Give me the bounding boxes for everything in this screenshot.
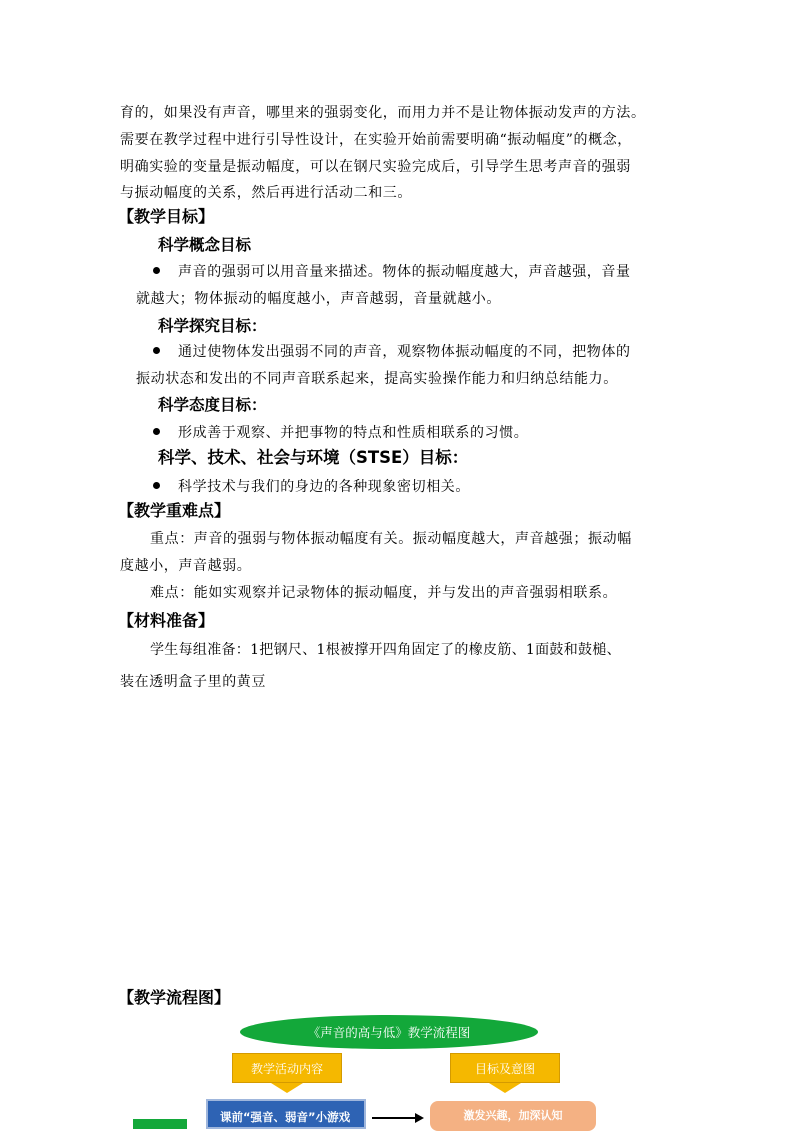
key-point-line-1: 重点：声音的强弱与物体振动幅度有关。振动幅度越大，声音越强；振动幅 <box>150 531 632 547</box>
intro-line-4: 与振动幅度的关系，然后再进行活动二和三。 <box>120 185 412 201</box>
attitude-goal-line-1: 形成善于观察、并把事物的特点和性质相联系的习惯。 <box>178 425 529 441</box>
intro-line-3: 明确实验的变量是振动幅度，可以在钢尺实验完成后，引导学生思考声音的强弱 <box>120 159 631 175</box>
materials-line-2: 装在透明盒子里的黄豆 <box>120 674 266 690</box>
right-column-header <box>450 1053 560 1095</box>
flowchart-heading: 【教学流程图】 <box>118 988 231 1007</box>
left-header-label: 教学活动内容 <box>232 1053 342 1083</box>
intro-line-1: 育的，如果没有声音，哪里来的强弱变化，而用力并不是让物体振动发声的方法。 <box>120 105 646 121</box>
attitude-goal-title: 科学态度目标： <box>158 396 267 414</box>
bullet-icon <box>153 482 160 489</box>
materials-line-1: 学生每组准备：1把钢尺、1根被撑开四角固定了的橡皮筋、1面鼓和鼓槌、 <box>150 642 621 658</box>
difficult-point-line: 难点：能如实观察并记录物体的振动幅度，并与发出的声音强弱相联系。 <box>150 585 618 601</box>
key-point-line-2: 度越小，声音越弱。 <box>120 558 252 574</box>
activity-step-1: 课前“强音、弱音”小游戏 <box>206 1099 366 1129</box>
intro-line-2: 需要在教学过程中进行引导性设计，在实验开始前需要明确“振动幅度”的概念， <box>120 132 632 148</box>
concept-goal-line-2: 就越大；物体振动的幅度越小，声音越弱，音量就越小。 <box>136 291 501 307</box>
down-arrow-icon <box>271 1083 303 1093</box>
stse-goal-line-1: 科学技术与我们的身边的各种现象密切相关。 <box>178 479 470 495</box>
stse-goal-title: 科学、技术、社会与环境（STSE）目标： <box>158 448 469 467</box>
down-arrow-icon <box>489 1083 521 1093</box>
right-header-label: 目标及意图 <box>450 1053 560 1083</box>
inquiry-goal-line-1: 通过使物体发出强弱不同的声音，观察物体振动幅度的不同，把物体的 <box>178 344 631 360</box>
flowchart-title: 《声音的高与低》教学流程图 <box>240 1015 538 1049</box>
bullet-icon <box>153 267 160 274</box>
concept-goal-line-1: 声音的强弱可以用音量来描述。物体的振动幅度越大，声音越强，音量 <box>178 264 631 280</box>
flowchart-side-marker <box>133 1119 187 1129</box>
right-arrow-icon <box>372 1113 424 1123</box>
inquiry-goal-line-2: 振动状态和发出的不同声音联系起来，提高实验操作能力和归纳总结能力。 <box>136 371 618 387</box>
materials-heading: 【材料准备】 <box>118 611 215 630</box>
bullet-icon <box>153 347 160 354</box>
left-column-header <box>232 1053 342 1095</box>
concept-goal-title: 科学概念目标 <box>158 236 252 254</box>
keypoints-heading: 【教学重难点】 <box>118 501 231 520</box>
goal-step-1: 激发兴趣，加深认知 <box>430 1101 596 1131</box>
inquiry-goal-title: 科学探究目标： <box>158 317 267 335</box>
goals-heading: 【教学目标】 <box>118 207 215 226</box>
bullet-icon <box>153 428 160 435</box>
